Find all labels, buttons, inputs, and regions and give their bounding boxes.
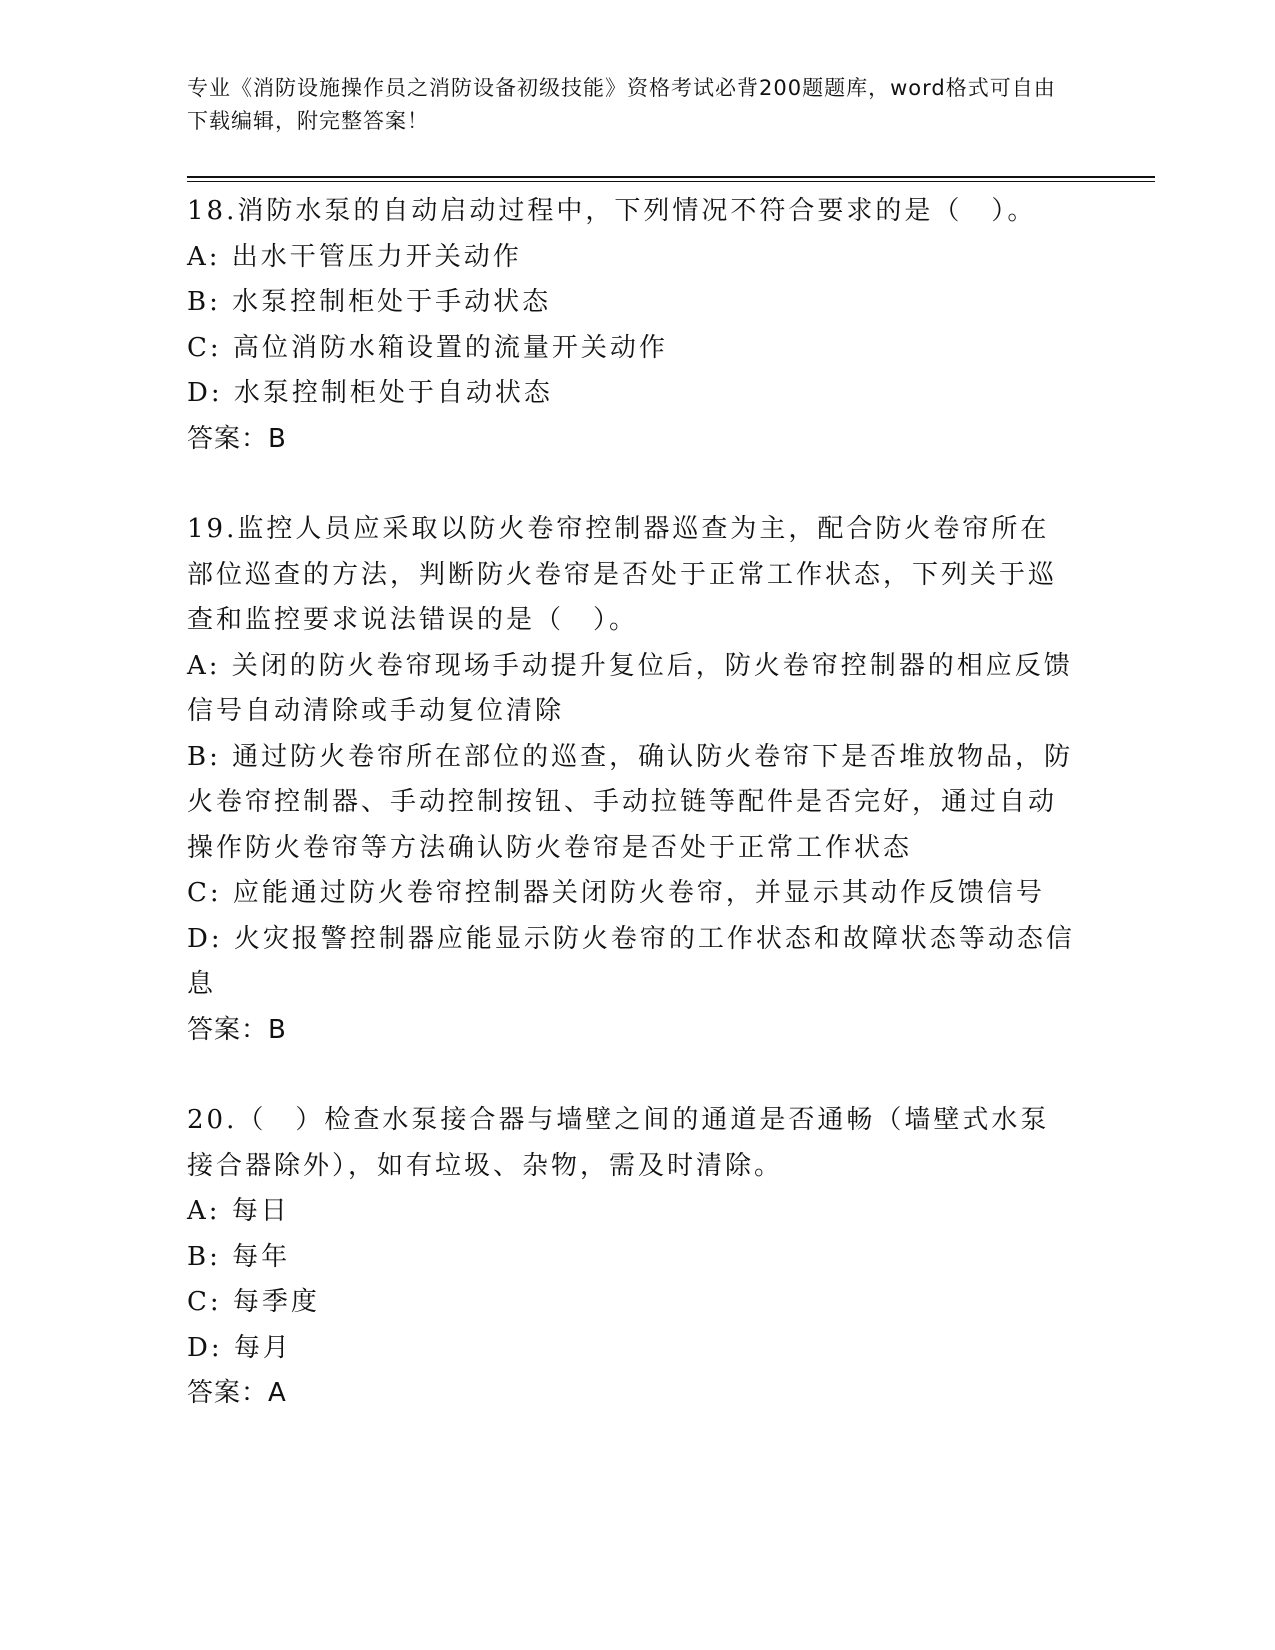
option-b: B: 每年 [187, 1241, 291, 1272]
header-divider-thick [187, 176, 1155, 178]
option-d: D: 水泵控制柜处于自动状态 [187, 378, 553, 408]
header-divider-thin [187, 181, 1155, 182]
option-c: C: 高位消防水箱设置的流量开关动作 [187, 332, 668, 363]
option-b: B: 通过防火卷帘所在部位的巡查，确认防火卷帘下是否堆放物品，防火卷帘控制器、手动控制按钮、手动拉链等配件是否完好，通过自动操作防火卷帘等方法确认防火卷帘是否处于正常工作状态 [187, 741, 1074, 863]
document-header: 专业《消防设施操作员之消防设备初级技能》资格考试必背200题题库，word格式可自由下载编辑，附完整答案！ [187, 76, 1056, 133]
question-20 [187, 1098, 1077, 1417]
option-b: B: 水泵控制柜处于手动状态 [187, 287, 552, 317]
option-c: C: 应能通过防火卷帘控制器关闭防火卷帘，并显示其动作反馈信号 [187, 878, 1045, 908]
question-18 [187, 189, 1077, 462]
option-a: A: 每日 [187, 1196, 290, 1226]
option-c: C: 每季度 [187, 1287, 320, 1317]
option-d: D: 火灾报警控制器应能显示防火卷帘的工作状态和故障状态等动态信息 [187, 923, 1075, 999]
question-19 [187, 507, 1077, 1053]
question-stem: 20.（ ）检查水泵接合器与墙壁之间的通道是否通畅（墙壁式水泵接合器除外），如有垃圾、杂物，需及时清除。 [187, 1105, 1050, 1181]
question-stem: 18.消防水泵的自动启动过程中，下列情况不符合要求的是（ ）。 [187, 196, 1037, 226]
answer-line: 答案：B [187, 1014, 287, 1045]
question-stem: 19.监控人员应采取以防火卷帘控制器巡查为主，配合防火卷帘所在部位巡查的方法，判断防火卷帘是否处于正常工作状态，下列关于巡查和监控要求说法错误的是（ ）。 [187, 514, 1058, 635]
option-a: A: 关闭的防火卷帘现场手动提升复位后，防火卷帘控制器的相应反馈信号自动清除或手动复位清除 [187, 650, 1073, 726]
option-a: A: 出水干管压力开关动作 [187, 241, 522, 272]
option-d: D: 每月 [187, 1332, 292, 1363]
answer-line: 答案：B [187, 423, 287, 454]
answer-line: 答案：A [187, 1378, 287, 1408]
